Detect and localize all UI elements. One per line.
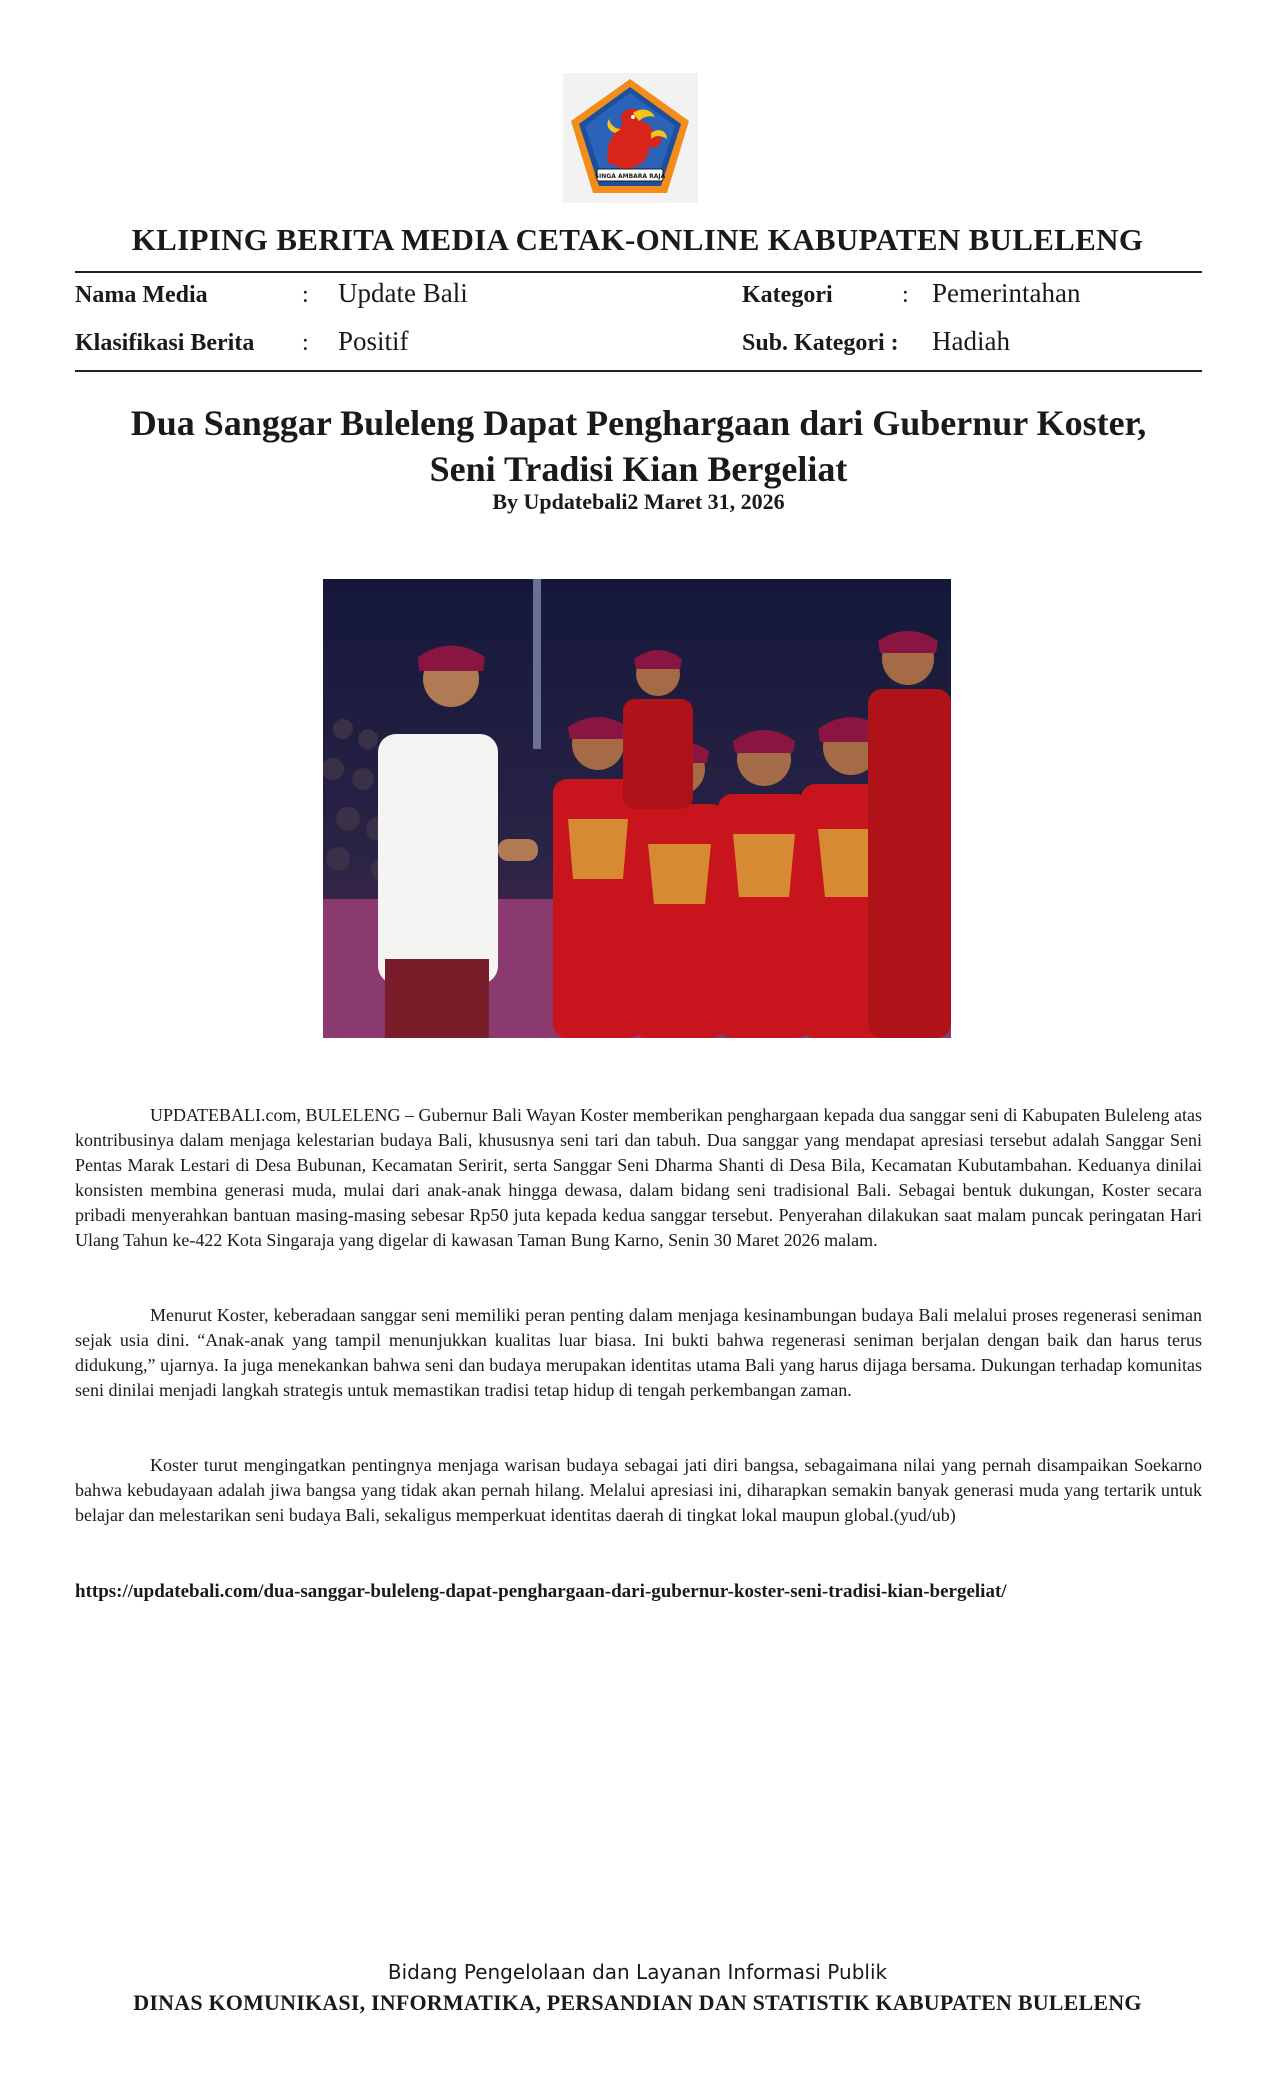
- klasifikasi-colon: :: [302, 330, 309, 356]
- media-value: Update Bali: [338, 278, 468, 308]
- header-bottom-rule: [75, 370, 1202, 372]
- document-title: KLIPING BERITA MEDIA CETAK-ONLINE KABUPATEN BULELENG: [131, 222, 1144, 257]
- klasifikasi-value: Positif: [338, 326, 409, 356]
- article-paragraph-3: Koster turut mengingatkan pentingnya menjaga warisan budaya sebagai jati diri bangsa, sebagaimana nilai yang pernah disampaikan Soekarno bahwa kebudayaan adalah jiwa bangsa yang tidak akan pernah hilang. Melalui apresiasi ini, diharapkan semakin banyak generasi muda yang tertarik untuk belajar dan melestarikan seni budaya Bali, sekaligus memperkuat identitas daerah di tingkat lokal maupun global.(yud/ub): [75, 1455, 1202, 1525]
- article-title: [75, 400, 1202, 492]
- header-top-rule: [75, 271, 1202, 273]
- logo-banner-text: SINGA AMBARA RAJA: [594, 173, 666, 180]
- media-colon: :: [302, 282, 309, 308]
- source-url-link[interactable]: https://updatebali.com/dua-sanggar-buleleng-dapat-penghargaan-dari-gubernur-koster-seni-tradisi-kian-bergeliat/: [75, 1581, 1007, 1602]
- kategori-value: Pemerintahan: [932, 278, 1081, 308]
- kategori-colon: :: [902, 282, 909, 308]
- klasifikasi-label: Klasifikasi Berita: [75, 330, 255, 356]
- kategori-label: Kategori: [742, 282, 833, 308]
- article-paragraph-1: UPDATEBALI.com, BULELENG – Gubernur Bali Wayan Koster memberikan penghargaan kepada dua sanggar seni di Kabupaten Buleleng atas kontribusinya dalam menjaga kelestarian budaya Bali, khususnya seni tari dan tabuh. Dua sanggar yang mendapat apresiasi tersebut adalah Sanggar Seni Pentas Marak Lestari di Desa Bubunan, Kecamatan Seririt, serta Sanggar Seni Dharma Shanti di Desa Bila, Kecamatan Kubutambahan. Keduanya dinilai konsisten membina generasi muda, mulai dari anak-anak hingga dewasa, dalam bidang seni tradisional Bali. Sebagai bentuk dukungan, Koster secara pribadi menyerahkan bantuan masing-masing sebesar Rp50 juta kepada kedua sanggar tersebut. Penyerahan dilakukan saat malam puncak peringatan Hari Ulang Tahun ke-422 Kota Singaraja yang digelar di kawasan Taman Bung Karno, Senin 30 Maret 2026 malam.: [75, 1105, 1202, 1250]
- article-title-line-1: Dua Sanggar Buleleng Dapat Penghargaan dari Gubernur Koster,: [130, 403, 1147, 443]
- media-label: Nama Media: [75, 282, 208, 308]
- article-paragraph-2: Menurut Koster, keberadaan sanggar seni memiliki peran penting dalam menjaga kesinambungan budaya Bali melalui proses regenerasi seniman sejak usia dini. “Anak-anak yang tampil menunjukkan kualitas luar biasa. Ini bukti bahwa regenerasi seniman berjalan dengan baik dan harus terus didukung,” ujarnya. Ia juga menekankan bahwa seni dan budaya merupakan identitas utama Bali yang harus dijaga bersama. Dukungan terhadap komunitas seni dinilai menjadi langkah strategis untuk memastikan tradisi tetap hidup di tengah perkembangan zaman.: [75, 1305, 1202, 1400]
- article-byline: By Updatebali2 Maret 31, 2026: [492, 489, 785, 514]
- footer-subtitle: Bidang Pengelolaan dan Layanan Informasi Publik: [387, 1960, 888, 1984]
- footer-organization: DINAS KOMUNIKASI, INFORMATIKA, PERSANDIAN DAN STATISTIK KABUPATEN BULELENG: [133, 1990, 1142, 2015]
- subkategori-label: Sub. Kategori :: [742, 330, 899, 356]
- article-title-line-2: Seni Tradisi Kian Bergeliat: [429, 449, 848, 489]
- buleleng-crest-logo: [563, 73, 698, 203]
- article-photo: [323, 579, 951, 1038]
- subkategori-value: Hadiah: [932, 326, 1010, 356]
